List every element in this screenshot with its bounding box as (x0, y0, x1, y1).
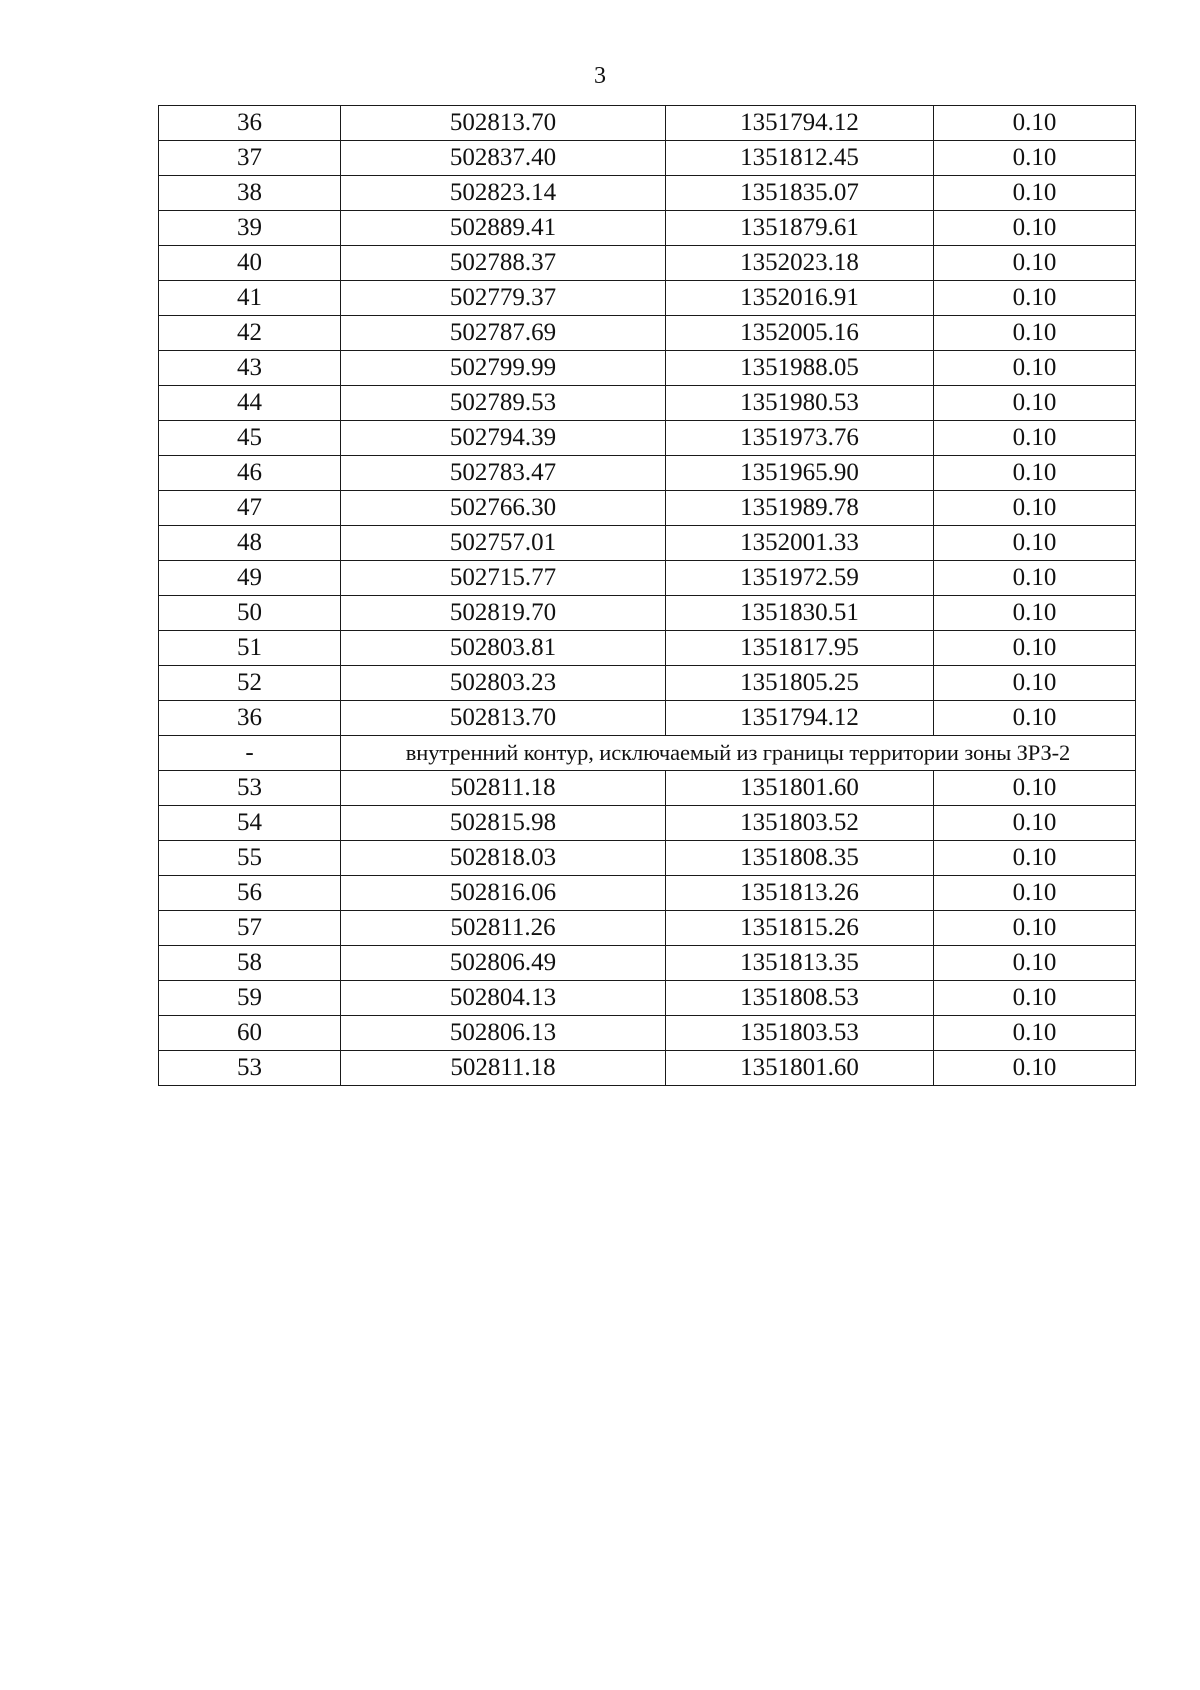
table-row (159, 141, 1136, 176)
point-number-cell: 54 (159, 806, 341, 841)
x-coordinate-cell: 502806.49 (341, 946, 666, 981)
precision-cell: 0.10 (934, 281, 1136, 316)
point-number-cell: 47 (159, 491, 341, 526)
x-coordinate-cell: 502813.70 (341, 106, 666, 141)
y-coordinate-cell: 1351835.07 (666, 176, 934, 211)
x-coordinate-cell: 502788.37 (341, 246, 666, 281)
y-coordinate-cell: 1352016.91 (666, 281, 934, 316)
x-coordinate-cell: 502783.47 (341, 456, 666, 491)
table-row (159, 176, 1136, 211)
precision-cell: 0.10 (934, 351, 1136, 386)
table-row (159, 841, 1136, 876)
x-coordinate-cell: 502823.14 (341, 176, 666, 211)
point-number-cell: 58 (159, 946, 341, 981)
point-number-cell: 43 (159, 351, 341, 386)
y-coordinate-cell: 1351817.95 (666, 631, 934, 666)
table-row (159, 351, 1136, 386)
point-number-cell: 56 (159, 876, 341, 911)
coordinates-table-body (159, 106, 1136, 1086)
table-row (159, 456, 1136, 491)
precision-cell: 0.10 (934, 946, 1136, 981)
precision-cell: 0.10 (934, 386, 1136, 421)
table-row (159, 421, 1136, 456)
table-row (159, 106, 1136, 141)
precision-cell: 0.10 (934, 176, 1136, 211)
x-coordinate-cell: 502715.77 (341, 561, 666, 596)
precision-cell: 0.10 (934, 841, 1136, 876)
y-coordinate-cell: 1351801.60 (666, 1051, 934, 1086)
point-number-cell: 46 (159, 456, 341, 491)
point-number-cell: 60 (159, 1016, 341, 1051)
precision-cell: 0.10 (934, 526, 1136, 561)
x-coordinate-cell: 502815.98 (341, 806, 666, 841)
y-coordinate-cell: 1351801.60 (666, 771, 934, 806)
precision-cell: 0.10 (934, 106, 1136, 141)
y-coordinate-cell: 1351965.90 (666, 456, 934, 491)
precision-cell: 0.10 (934, 911, 1136, 946)
x-coordinate-cell: 502789.53 (341, 386, 666, 421)
point-number-cell: 52 (159, 666, 341, 701)
table-row (159, 1016, 1136, 1051)
point-number-cell: 39 (159, 211, 341, 246)
table-row (159, 876, 1136, 911)
table-row (159, 316, 1136, 351)
precision-cell: 0.10 (934, 141, 1136, 176)
x-coordinate-cell: 502803.23 (341, 666, 666, 701)
x-coordinate-cell: 502799.99 (341, 351, 666, 386)
x-coordinate-cell: 502766.30 (341, 491, 666, 526)
table-row (159, 491, 1136, 526)
y-coordinate-cell: 1351830.51 (666, 596, 934, 631)
point-number-cell: 49 (159, 561, 341, 596)
y-coordinate-cell: 1351988.05 (666, 351, 934, 386)
x-coordinate-cell: 502806.13 (341, 1016, 666, 1051)
x-coordinate-cell: 502803.81 (341, 631, 666, 666)
x-coordinate-cell: 502889.41 (341, 211, 666, 246)
point-number-cell: 59 (159, 981, 341, 1016)
point-number-cell: 42 (159, 316, 341, 351)
precision-cell: 0.10 (934, 666, 1136, 701)
precision-cell: 0.10 (934, 456, 1136, 491)
table-row (159, 631, 1136, 666)
y-coordinate-cell: 1351794.12 (666, 106, 934, 141)
y-coordinate-cell: 1352023.18 (666, 246, 934, 281)
table-row (159, 666, 1136, 701)
point-number-cell: 48 (159, 526, 341, 561)
precision-cell: 0.10 (934, 316, 1136, 351)
point-number-cell: 51 (159, 631, 341, 666)
contour-note-cell: внутренний контур, исключаемый из границы территории зоны ЗРЗ-2 (341, 736, 1136, 771)
coordinates-table (158, 105, 1136, 1086)
point-number-cell: - (159, 736, 341, 771)
x-coordinate-cell: 502779.37 (341, 281, 666, 316)
y-coordinate-cell: 1351973.76 (666, 421, 934, 456)
x-coordinate-cell: 502811.18 (341, 1051, 666, 1086)
y-coordinate-cell: 1351815.26 (666, 911, 934, 946)
precision-cell: 0.10 (934, 491, 1136, 526)
precision-cell: 0.10 (934, 246, 1136, 281)
page-number: 3 (594, 63, 606, 89)
x-coordinate-cell: 502837.40 (341, 141, 666, 176)
table-row (159, 526, 1136, 561)
point-number-cell: 50 (159, 596, 341, 631)
y-coordinate-cell: 1351980.53 (666, 386, 934, 421)
precision-cell: 0.10 (934, 1016, 1136, 1051)
table-row (159, 806, 1136, 841)
precision-cell: 0.10 (934, 596, 1136, 631)
point-number-cell: 36 (159, 701, 341, 736)
x-coordinate-cell: 502804.13 (341, 981, 666, 1016)
x-coordinate-cell: 502819.70 (341, 596, 666, 631)
precision-cell: 0.10 (934, 631, 1136, 666)
y-coordinate-cell: 1352005.16 (666, 316, 934, 351)
point-number-cell: 53 (159, 1051, 341, 1086)
point-number-cell: 57 (159, 911, 341, 946)
y-coordinate-cell: 1351813.35 (666, 946, 934, 981)
y-coordinate-cell: 1351803.53 (666, 1016, 934, 1051)
x-coordinate-cell: 502811.26 (341, 911, 666, 946)
precision-cell: 0.10 (934, 561, 1136, 596)
table-row (159, 981, 1136, 1016)
table-row (159, 596, 1136, 631)
table-row (159, 561, 1136, 596)
table-row (159, 211, 1136, 246)
y-coordinate-cell: 1351812.45 (666, 141, 934, 176)
y-coordinate-cell: 1351879.61 (666, 211, 934, 246)
table-row (159, 386, 1136, 421)
point-number-cell: 38 (159, 176, 341, 211)
table-row (159, 946, 1136, 981)
precision-cell: 0.10 (934, 701, 1136, 736)
point-number-cell: 55 (159, 841, 341, 876)
x-coordinate-cell: 502757.01 (341, 526, 666, 561)
precision-cell: 0.10 (934, 771, 1136, 806)
precision-cell: 0.10 (934, 806, 1136, 841)
x-coordinate-cell: 502811.18 (341, 771, 666, 806)
table-row (159, 701, 1136, 736)
x-coordinate-cell: 502816.06 (341, 876, 666, 911)
y-coordinate-cell: 1351989.78 (666, 491, 934, 526)
x-coordinate-cell: 502813.70 (341, 701, 666, 736)
point-number-cell: 44 (159, 386, 341, 421)
y-coordinate-cell: 1351803.52 (666, 806, 934, 841)
point-number-cell: 45 (159, 421, 341, 456)
x-coordinate-cell: 502787.69 (341, 316, 666, 351)
y-coordinate-cell: 1351813.26 (666, 876, 934, 911)
y-coordinate-cell: 1351808.35 (666, 841, 934, 876)
point-number-cell: 36 (159, 106, 341, 141)
y-coordinate-cell: 1351972.59 (666, 561, 934, 596)
table-row (159, 1051, 1136, 1086)
precision-cell: 0.10 (934, 421, 1136, 456)
x-coordinate-cell: 502794.39 (341, 421, 666, 456)
table-row (159, 246, 1136, 281)
precision-cell: 0.10 (934, 1051, 1136, 1086)
y-coordinate-cell: 1351794.12 (666, 701, 934, 736)
y-coordinate-cell: 1352001.33 (666, 526, 934, 561)
x-coordinate-cell: 502818.03 (341, 841, 666, 876)
table-row (159, 911, 1136, 946)
y-coordinate-cell: 1351805.25 (666, 666, 934, 701)
point-number-cell: 41 (159, 281, 341, 316)
point-number-cell: 53 (159, 771, 341, 806)
precision-cell: 0.10 (934, 981, 1136, 1016)
table-row (159, 281, 1136, 316)
point-number-cell: 37 (159, 141, 341, 176)
y-coordinate-cell: 1351808.53 (666, 981, 934, 1016)
precision-cell: 0.10 (934, 211, 1136, 246)
precision-cell: 0.10 (934, 876, 1136, 911)
point-number-cell: 40 (159, 246, 341, 281)
table-note-row (159, 736, 1136, 771)
table-row (159, 771, 1136, 806)
